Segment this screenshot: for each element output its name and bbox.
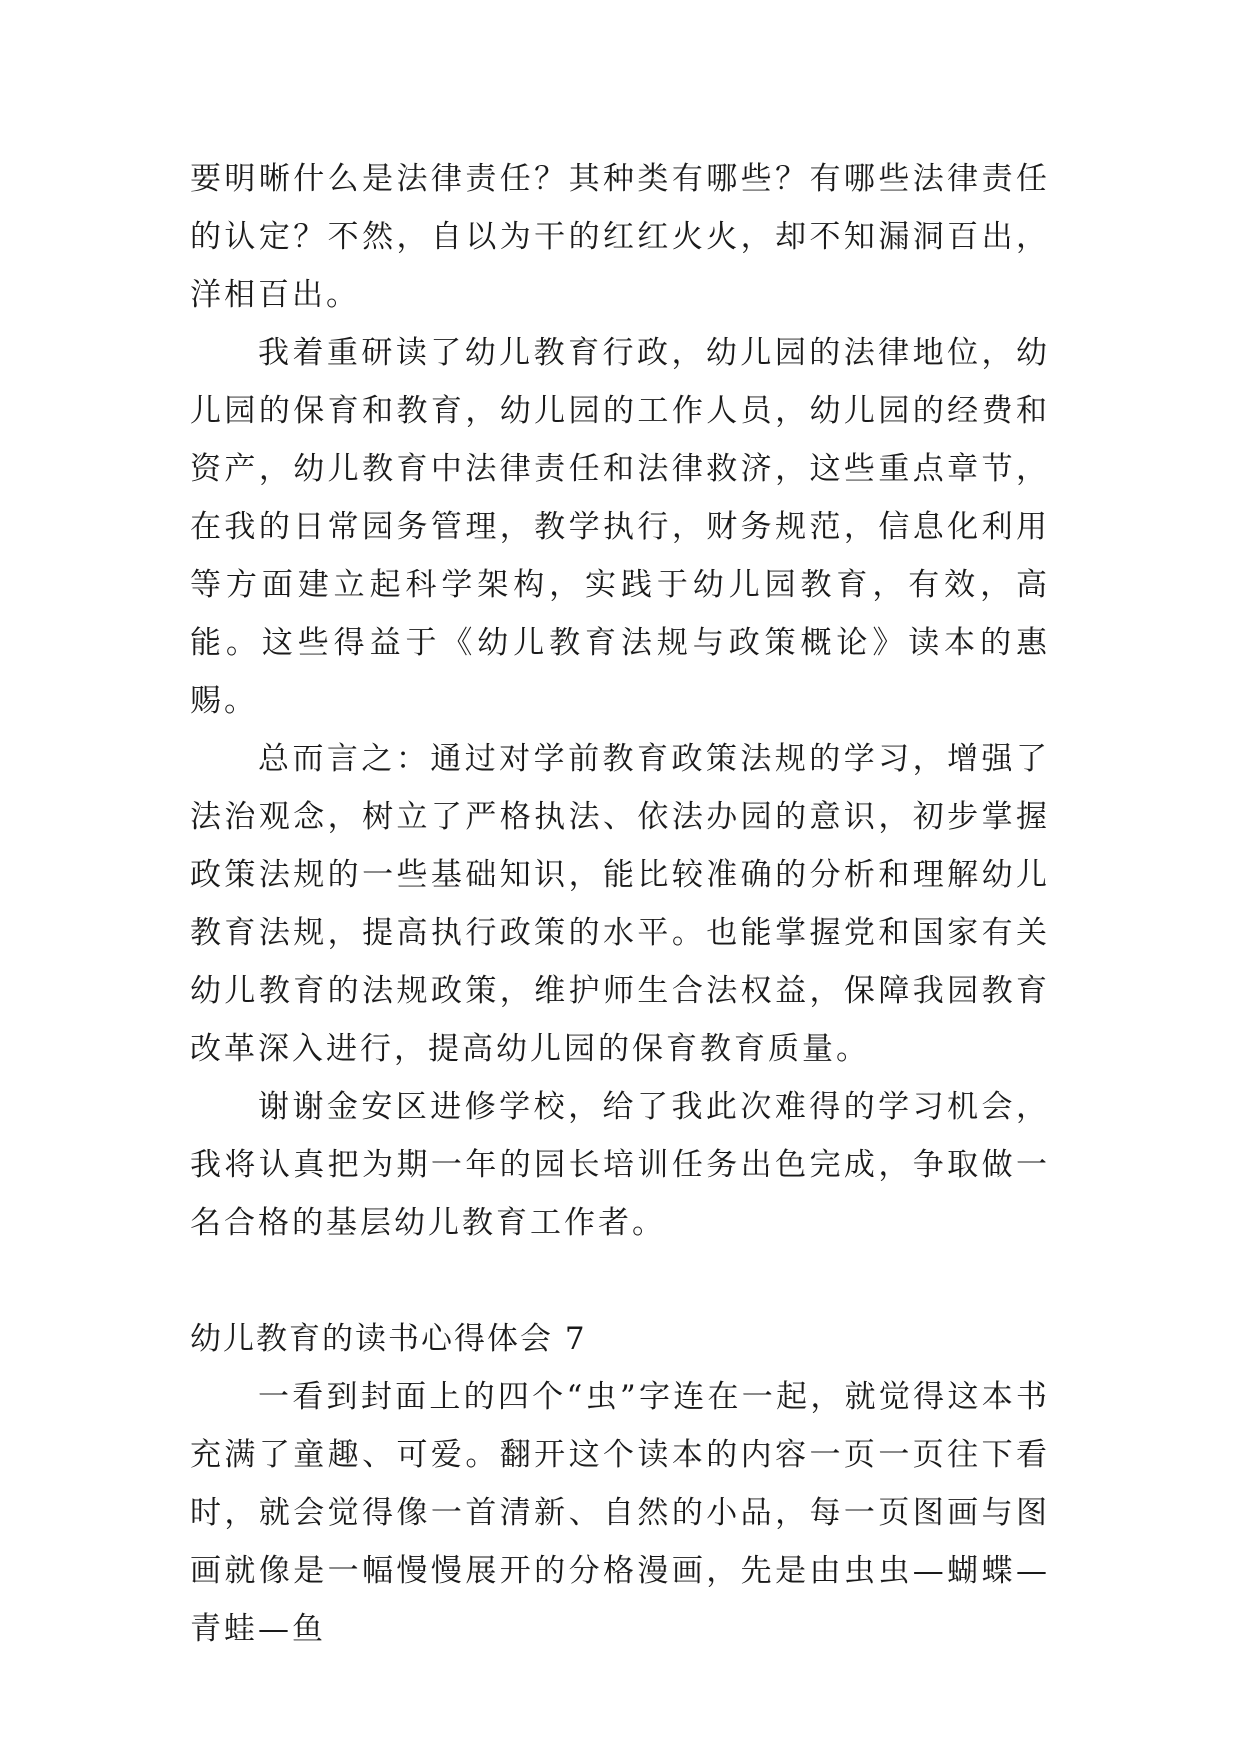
document-body — [190, 150, 1050, 1658]
paragraph-book-cover: 一看到封面上的四个“虫”字连在一起，就觉得这本书充满了童趣、可爱。翻开这个读本的内容一页一页往下看时，就会觉得像一首清新、自然的小品，每一页图画与图画就像是一幅慢慢展开的分格漫画，先是由虫虫—蝴蝶—青蛙—鱼 — [190, 1379, 1050, 1647]
paragraph-thanks: 谢谢金安区进修学校，给了我此次难得的学习机会，我将认真把为期一年的园长培训任务出色完成，争取做一名合格的基层幼儿教育工作者。 — [190, 1089, 1050, 1241]
paragraph-legal-responsibility: 要明晰什么是法律责任？其种类有哪些？有哪些法律责任的认定？不然，自以为干的红红火火，却不知漏洞百出，洋相百出。 — [190, 161, 1050, 313]
paragraph-key-chapters: 我着重研读了幼儿教育行政，幼儿园的法律地位，幼儿园的保育和教育，幼儿园的工作人员，幼儿园的经费和资产，幼儿教育中法律责任和法律救济，这些重点章节，在我的日常园务管理，教学执行，财务规范，信息化利用等方面建立起科学架构，实践于幼儿园教育，有效，高能。这些得益于《幼儿教育法规与政策概论》读本的惠赐。 — [190, 335, 1050, 719]
paragraph-summary: 总而言之：通过对学前教育政策法规的学习，增强了法治观念，树立了严格执法、依法办园的意识，初步掌握政策法规的一些基础知识，能比较准确的分析和理解幼儿教育法规，提高执行政策的水平。也能掌握党和国家有关幼儿教育的法规政策，维护师生合法权益，保障我园教育改革深入进行，提高幼儿园的保育教育质量。 — [190, 741, 1050, 1067]
section-spacer — [190, 1252, 1050, 1310]
section-title: 幼儿教育的读书心得体会 7 — [190, 1321, 587, 1357]
